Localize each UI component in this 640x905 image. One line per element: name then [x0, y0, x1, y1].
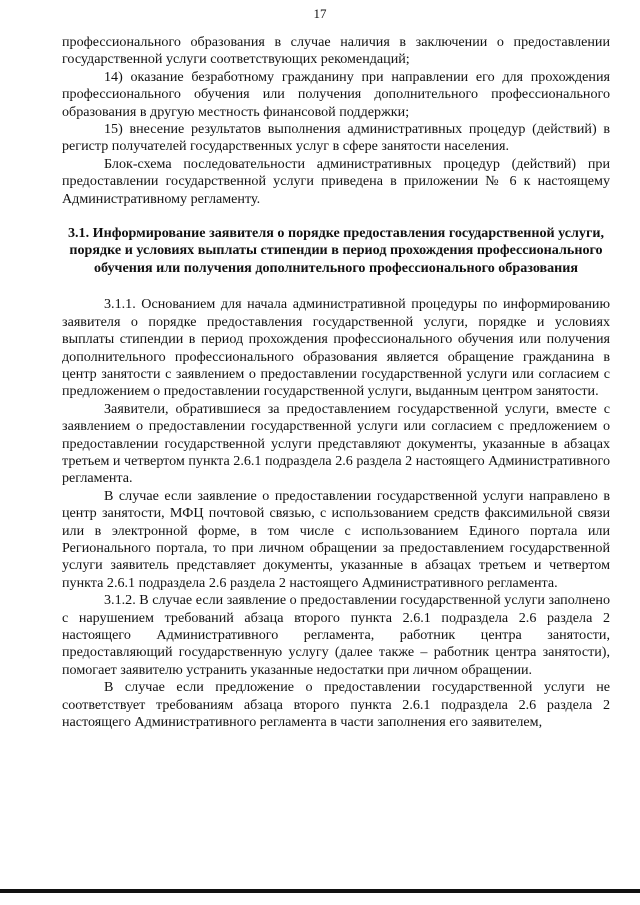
section-heading: 3.1. Информирование заявителя о порядке предоставления государственной услуги, порядке и условиях выплаты стипендии в период прохождения профессионального обучения или получения дополнительного профессионального образования: [67, 225, 605, 276]
bottom-rule: [0, 889, 640, 893]
document-body: [62, 34, 610, 731]
paragraph-proposal-requirements: В случае если предложение о предоставлении государственной услуги не соответствует требованиям абзаца второго пункта 2.6.1 подраздела 2.6 раздела 2 настоящего Административного регламента в части заполнения его заявителем,: [62, 679, 610, 731]
paragraph-item-15: 15) внесение результатов выполнения административных процедур (действий) в регистр получателей государственных услуг в сфере занятости населения.: [62, 121, 610, 155]
page-number: 17: [313, 6, 327, 21]
paragraph-applicants-documents: Заявители, обратившиеся за предоставлением государственной услуги, вместе с заявлением о предоставлении государственной услуги или согласием с предложением о предоставлении государственной услуги представляют документы, указанные в абзацах третьем и четвертом пункта 2.6.1 подраздела 2.6 раздела 2 настоящего Административного регламента.: [62, 400, 610, 487]
paragraphs-bottom: [62, 296, 610, 731]
paragraph-3-1-2: 3.1.2. В случае если заявление о предоставлении государственной услуги заполнено с нарушением требований абзаца второго пункта 2.6.1 подраздела 2.6 раздела 2 настоящего Административного регламента, работник центра занятости, предоставляющий государственную услугу (далее также – работник центра занятости), помогает заявителю устранить указанные недостатки при личном обращении.: [62, 592, 610, 678]
paragraph-3-1-1: 3.1.1. Основанием для начала административной процедуры по информированию заявителя о порядке предоставления государственной услуги, порядке и условиях выплаты стипендии в период прохождения профессионального обучения или получения дополнительного профессионального образования является обращение гражданина в центр занятости с заявлением о предоставлении государственной услуги или согласием с предложением о предоставлении государственной услуги, выданным центром занятости.: [62, 296, 610, 400]
paragraph-flowchart-reference: Блок-схема последовательности административных процедур (действий) при предоставлении государственной услуги приведена в приложении № 6 к настоящему Административному регламенту.: [62, 155, 610, 207]
paragraph-remote-application: В случае если заявление о предоставлении государственной услуги направлено в центр занятости, МФЦ почтовой связью, с использованием средств факсимильной связи или в электронной форме, в том числе с использованием Единого портала или Регионального портала, то при личном обращении за предоставлением государственной услуги заявитель представляет документы, указанные в абзацах третьем и четвертом пункта 2.6.1 подраздела 2.6 раздела 2 настоящего Административного регламента.: [62, 487, 610, 591]
paragraphs-top: [62, 34, 610, 208]
paragraph-item-14: 14) оказание безработному гражданину при направлении его для прохождения профессионального обучения или получения дополнительного профессионального образования в другую местность финансовой поддержки;: [62, 68, 610, 120]
paragraph-continuation: профессионального образования в случае наличия в заключении о предоставлении государственной услуги соответствующих рекомендаций;: [62, 34, 610, 68]
